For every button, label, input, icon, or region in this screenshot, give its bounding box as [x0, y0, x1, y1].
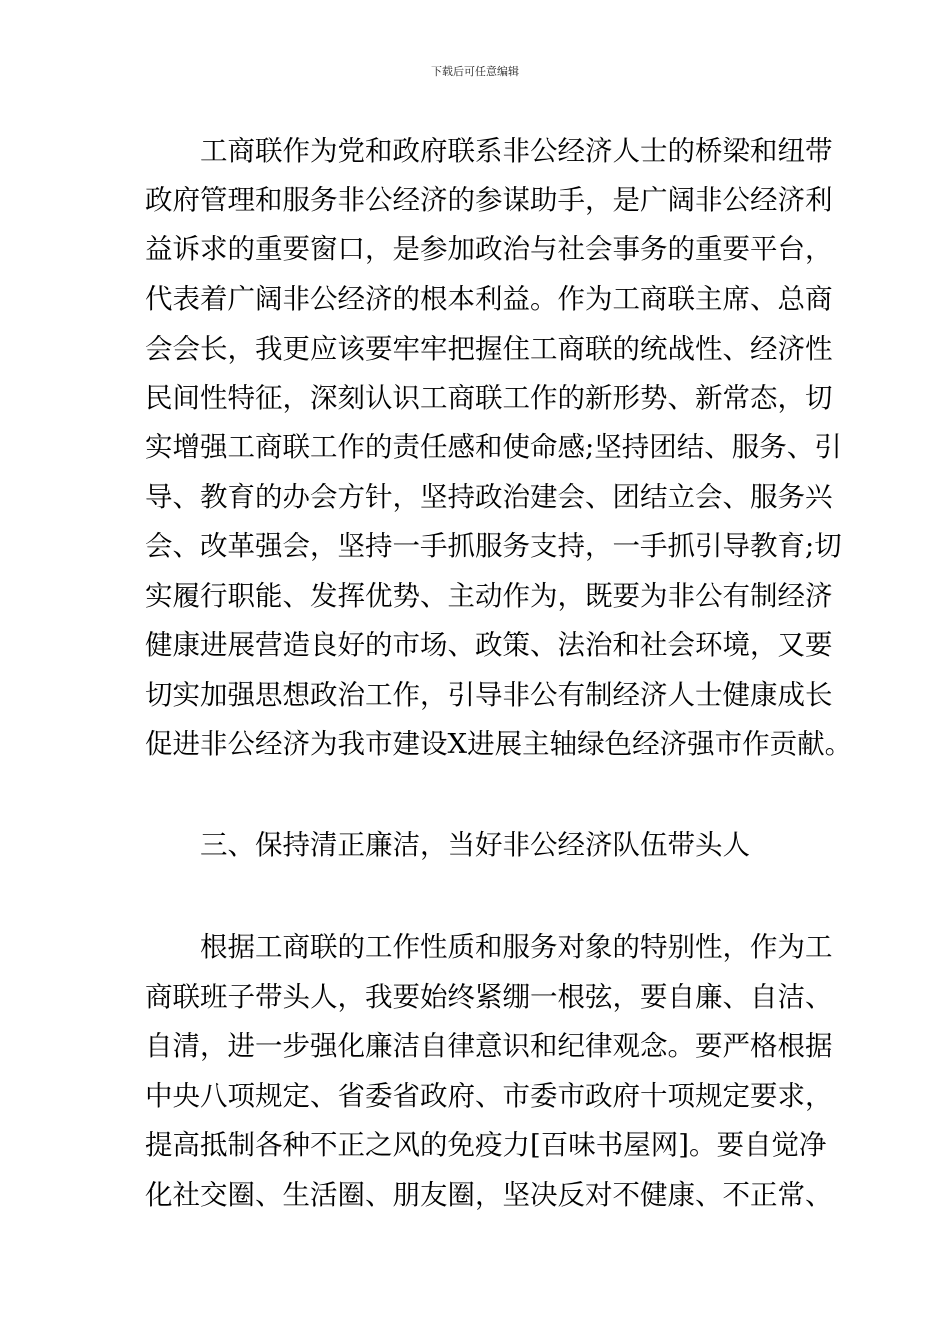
paragraph-line: 健康进展营造良好的市场、政策、法治和社会环境，又要	[145, 629, 833, 661]
paragraph-line: 政府管理和服务非公经济的参谋助手，是广阔非公经济利	[145, 184, 833, 216]
paragraph-line: 促进非公经济为我市建设X进展主轴绿色经济强市作贡献。	[145, 728, 853, 760]
paragraph-line: 导、教育的办会方针，坚持政治建会、团结立会、服务兴	[145, 481, 833, 513]
paragraph-line: 实履行职能、发挥优势、主动作为，既要为非公有制经济	[145, 580, 833, 612]
paragraph-line: 实增强工商联工作的责任感和使命感;坚持团结、服务、引	[145, 431, 842, 463]
paragraph-line: 根据工商联的工作性质和服务对象的特别性，作为工	[145, 931, 833, 963]
paragraph-line: 切实加强思想政治工作，引导非公有制经济人士健康成长	[145, 679, 833, 711]
paragraph-line: 自清，进一步强化廉洁自律意识和纪律观念。要严格根据	[145, 1030, 833, 1062]
paragraph-line: 会、改革强会，坚持一手抓服务支持，一手抓引导教育;切	[145, 530, 842, 562]
paragraph-line: 提高抵制各种不正之风的免疫力[百味书屋网]。要自觉净	[145, 1129, 827, 1161]
paragraph-line: 工商联作为党和政府联系非公经济人士的桥梁和纽带	[145, 135, 833, 167]
paragraph-line: 化社交圈、生活圈、朋友圈，坚决反对不健康、不正常、	[145, 1179, 833, 1211]
paragraph-line: 会会长，我更应该要牢牢把握住工商联的统战性、经济性	[145, 333, 833, 365]
section-heading: 三、保持清正廉洁，当好非公经济队伍带头人	[145, 829, 750, 861]
page-header: 下载后可任意编辑	[431, 65, 519, 78]
paragraph-line: 益诉求的重要窗口，是参加政治与社会事务的重要平台，	[145, 233, 833, 265]
paragraph-line: 代表着广阔非公经济的根本利益。作为工商联主席、总商	[145, 283, 833, 315]
paragraph-line: 商联班子带头人，我要始终紧绷一根弦，要自廉、自洁、	[145, 981, 833, 1013]
paragraph-line: 民间性特征，深刻认识工商联工作的新形势、新常态，切	[145, 382, 833, 414]
paragraph-line: 中央八项规定、省委省政府、市委市政府十项规定要求，	[145, 1080, 833, 1112]
